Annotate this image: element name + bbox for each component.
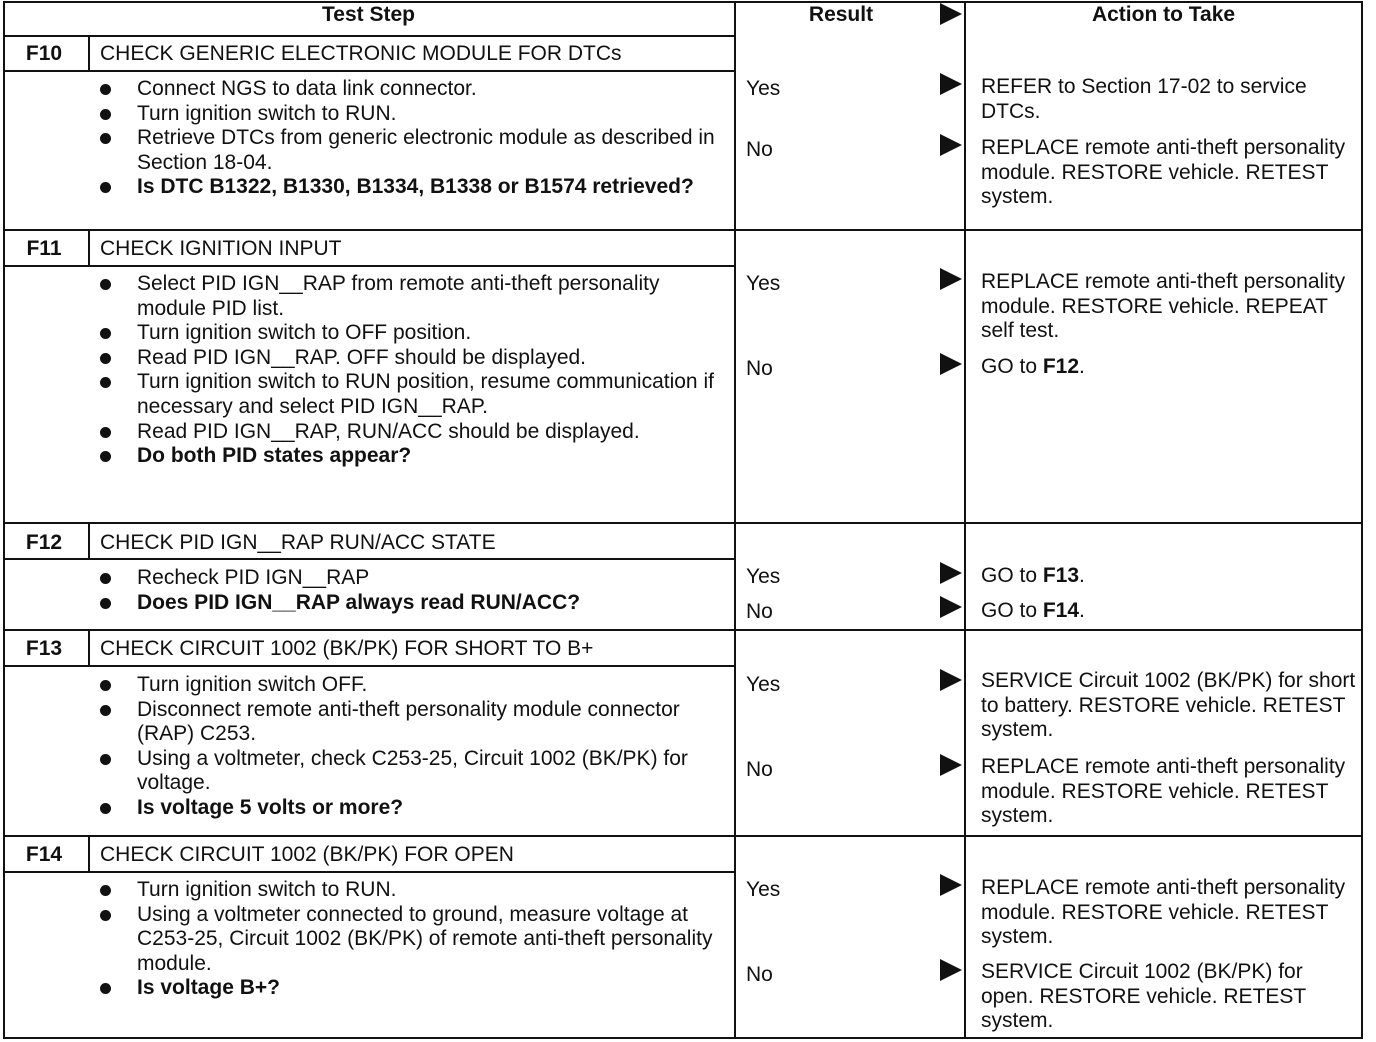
title-underline <box>3 665 734 667</box>
step-reference: F13 <box>1042 564 1080 587</box>
action-text <box>981 599 1361 624</box>
id-divider <box>88 229 90 266</box>
id-divider <box>88 835 90 872</box>
id-divider <box>88 35 90 71</box>
row-separator <box>3 835 1363 837</box>
bullet-question: Does PID IGN__RAP always read RUN/ACC? <box>96 591 726 616</box>
bullet-item: Turn ignition switch OFF. <box>96 673 726 698</box>
id-divider <box>88 522 90 559</box>
result-yes: Yes <box>746 272 781 295</box>
result-no: No <box>746 600 773 623</box>
bullet-question: Is voltage 5 volts or more? <box>96 796 726 821</box>
action-text: REPLACE remote anti-theft personality module. RESTORE vehicle. REPEAT self test. <box>981 270 1346 343</box>
arrow-right-icon <box>940 874 962 896</box>
bullet-item: Turn ignition switch to RUN position, resume communication if necessary and select PID IGN__RAP. <box>96 370 726 419</box>
bullet-item: Recheck PID IGN__RAP <box>96 566 726 591</box>
header-action: Action to Take <box>1091 3 1236 26</box>
step-id: F14 <box>25 843 63 866</box>
row-separator <box>3 229 1363 231</box>
action-text: REPLACE remote anti-theft personality module. RESTORE vehicle. RETEST system. <box>981 136 1346 209</box>
step-reference: F12 <box>1042 355 1080 378</box>
title-underline <box>3 871 734 873</box>
step-bullets <box>96 878 726 1001</box>
arrow-right-icon <box>940 669 962 691</box>
step-id: F11 <box>26 237 62 260</box>
result-yes: Yes <box>746 673 781 696</box>
result-no: No <box>746 758 773 781</box>
action-text: SERVICE Circuit 1002 (BK/PK) for short to battery. RESTORE vehicle. RETEST system. <box>981 669 1356 742</box>
header-result: Result <box>808 3 874 26</box>
bullet-item: Turn ignition switch to OFF position. <box>96 321 726 346</box>
row-separator <box>3 522 1363 524</box>
step-id: F10 <box>25 42 63 65</box>
bullet-item: Connect NGS to data link connector. <box>96 77 726 102</box>
step-id: F13 <box>25 637 63 660</box>
step-bullets <box>96 77 726 200</box>
header-separator <box>3 35 734 37</box>
arrow-right-icon <box>940 134 962 156</box>
bullet-question: Is DTC B1322, B1330, B1334, B1338 or B1574 retrieved? <box>96 175 726 200</box>
step-bullets <box>96 272 726 469</box>
action-suffix: . <box>1079 355 1085 378</box>
bullet-item: Using a voltmeter, check C253-25, Circuit 1002 (BK/PK) for voltage. <box>96 747 726 796</box>
action-prefix: GO to <box>981 564 1043 587</box>
action-prefix: GO to <box>981 599 1043 622</box>
action-text: REPLACE remote anti-theft personality module. RESTORE vehicle. RETEST system. <box>981 876 1346 949</box>
result-no: No <box>746 138 773 161</box>
column-divider-action <box>964 1 966 1039</box>
action-text: SERVICE Circuit 1002 (BK/PK) for open. RESTORE vehicle. RETEST system. <box>981 960 1306 1033</box>
action-suffix: . <box>1079 599 1085 622</box>
step-id: F12 <box>25 531 63 554</box>
header-arrow-icon <box>940 3 962 25</box>
arrow-right-icon <box>940 562 962 584</box>
result-no: No <box>746 963 773 986</box>
title-underline <box>3 558 734 560</box>
bullet-item: Turn ignition switch to RUN. <box>96 102 726 127</box>
bullet-item: Retrieve DTCs from generic electronic module as described in Section 18-04. <box>96 126 726 175</box>
bullet-item: Select PID IGN__RAP from remote anti-theft personality module PID list. <box>96 272 726 321</box>
step-reference: F14 <box>1042 599 1080 622</box>
id-divider <box>88 629 90 666</box>
result-yes: Yes <box>746 77 781 100</box>
title-underline <box>3 70 734 72</box>
step-bullets <box>96 566 726 615</box>
action-suffix: . <box>1079 564 1085 587</box>
arrow-right-icon <box>940 268 962 290</box>
result-yes: Yes <box>746 878 781 901</box>
column-divider-result <box>734 1 736 1039</box>
step-title: CHECK CIRCUIT 1002 (BK/PK) FOR SHORT TO B+ <box>100 637 594 660</box>
header-test-step: Test Step <box>322 3 415 26</box>
result-no: No <box>746 357 773 380</box>
action-text: REPLACE remote anti-theft personality module. RESTORE vehicle. RETEST system. <box>981 755 1346 828</box>
step-title: CHECK GENERIC ELECTRONIC MODULE FOR DTCs <box>100 42 622 65</box>
step-title: CHECK IGNITION INPUT <box>100 237 342 260</box>
bullet-item: Using a voltmeter connected to ground, measure voltage at C253-25, Circuit 1002 (BK/PK) of remote anti-theft personality module. <box>96 903 726 977</box>
bullet-item: Disconnect remote anti-theft personality module connector (RAP) C253. <box>96 698 726 747</box>
step-title: CHECK PID IGN__RAP RUN/ACC STATE <box>100 531 496 554</box>
arrow-right-icon <box>940 596 962 618</box>
result-yes: Yes <box>746 565 781 588</box>
bullet-item: Turn ignition switch to RUN. <box>96 878 726 903</box>
step-bullets <box>96 673 726 821</box>
arrow-right-icon <box>940 959 962 981</box>
bullet-question: Do both PID states appear? <box>96 444 726 469</box>
title-underline <box>3 265 734 267</box>
arrow-right-icon <box>940 754 962 776</box>
step-title: CHECK CIRCUIT 1002 (BK/PK) FOR OPEN <box>100 843 514 866</box>
bullet-question: Is voltage B+? <box>96 976 726 1001</box>
action-prefix: GO to <box>981 355 1043 378</box>
arrow-right-icon <box>940 353 962 375</box>
action-text: REFER to Section 17-02 to service DTCs. <box>981 75 1307 123</box>
arrow-right-icon <box>940 73 962 95</box>
action-text <box>981 355 1361 380</box>
row-separator <box>3 629 1363 631</box>
bullet-item: Read PID IGN__RAP, RUN/ACC should be displayed. <box>96 420 726 445</box>
action-text <box>981 564 1361 589</box>
bullet-item: Read PID IGN__RAP. OFF should be displayed. <box>96 346 726 371</box>
